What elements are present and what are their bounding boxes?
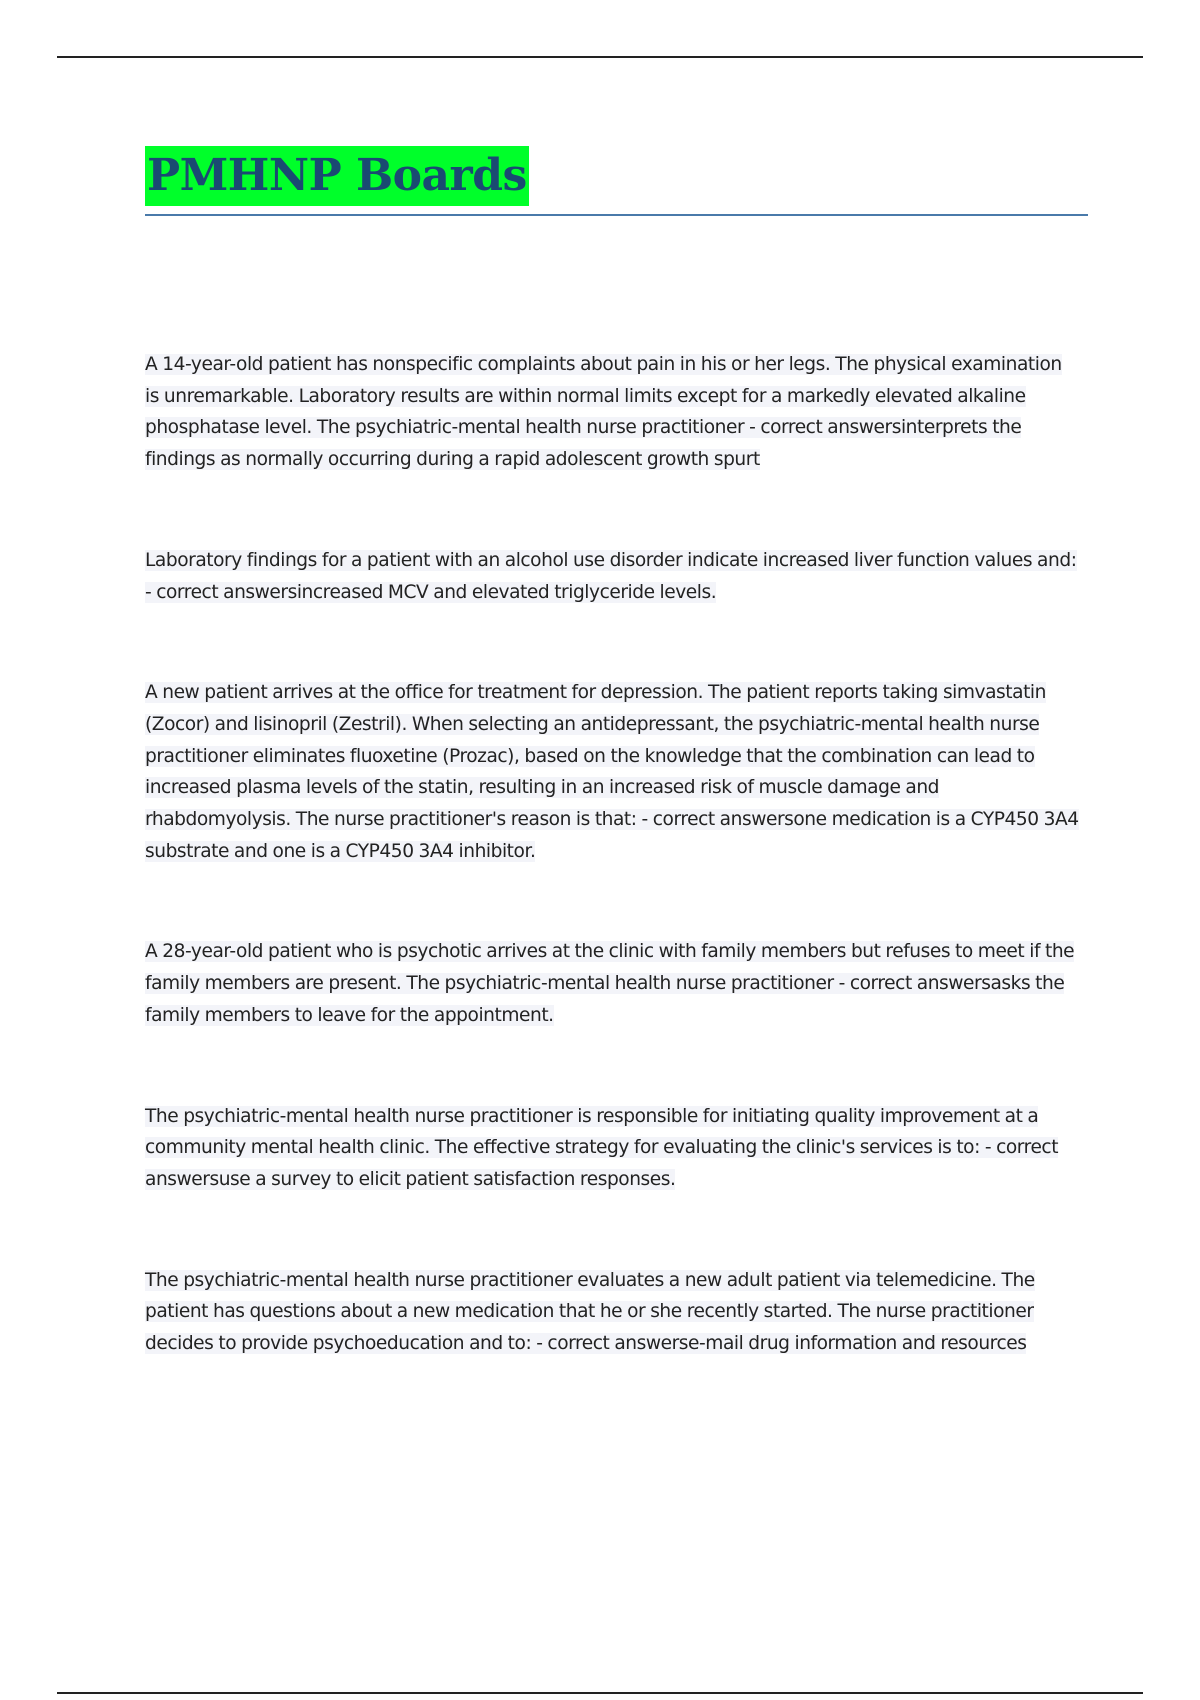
qa-list [145,349,1080,1429]
page-footer-rule [57,1692,1143,1694]
qa-entry [145,936,1080,1031]
page-header-rule [57,56,1143,58]
page-title: PMHNP Boards [145,146,529,206]
qa-entry-text: Laboratory findings for a patient with an alcohol use disorder indicate increased liver function values and: - correct answersincreased MCV and elevated triglyceride levels. [145,549,1077,603]
qa-entry [145,349,1080,476]
qa-entry [145,1101,1080,1196]
qa-entry [145,677,1080,867]
title-block [145,146,1088,206]
qa-entry-text: The psychiatric-mental health nurse practitioner is responsible for initiating quality improvement at a community mental health clinic. The effective strategy for evaluating the clinic's services is to: - correct answersuse a survey to elicit patient satisfaction responses. [145,1105,1059,1190]
title-underline [145,214,1088,216]
qa-entry-text: A new patient arrives at the office for treatment for depression. The patient reports taking simvastatin (Zocor) and lisinopril (Zestril). When selecting an antidepressant, the psychiatric-mental health nurse practitioner eliminates fluoxetine (Prozac), based on the knowledge that the combination can lead to increased plasma levels of the statin, resulting in an increased risk of muscle damage and rhabdomyolysis. The nurse practitioner's reason is that: - correct answersone medication is a CYP450 3A4 substrate and one is a CYP450 3A4 inhibitor. [145,682,1079,862]
qa-entry [145,1265,1080,1360]
qa-entry [145,545,1080,608]
qa-entry-text: A 14-year-old patient has nonspecific complaints about pain in his or her legs. The physical examination is unremarkable. Laboratory results are within normal limits except for a markedly elevated alkaline phosphatase level. The psychiatric-mental health nurse practitioner - correct answersinterprets the findings as normally occurring during a rapid adolescent growth spurt [145,354,1062,471]
qa-entry-text: A 28-year-old patient who is psychotic arrives at the clinic with family members but refuses to meet if the family members are present. The psychiatric-mental health nurse practitioner - correct answersasks the family members to leave for the appointment. [145,941,1075,1026]
qa-entry-text: The psychiatric-mental health nurse practitioner evaluates a new adult patient via telemedicine. The patient has questions about a new medication that he or she recently started. The nurse practitioner decides to provide psychoeducation and to: - correct answerse-mail drug information and resources [145,1269,1035,1355]
